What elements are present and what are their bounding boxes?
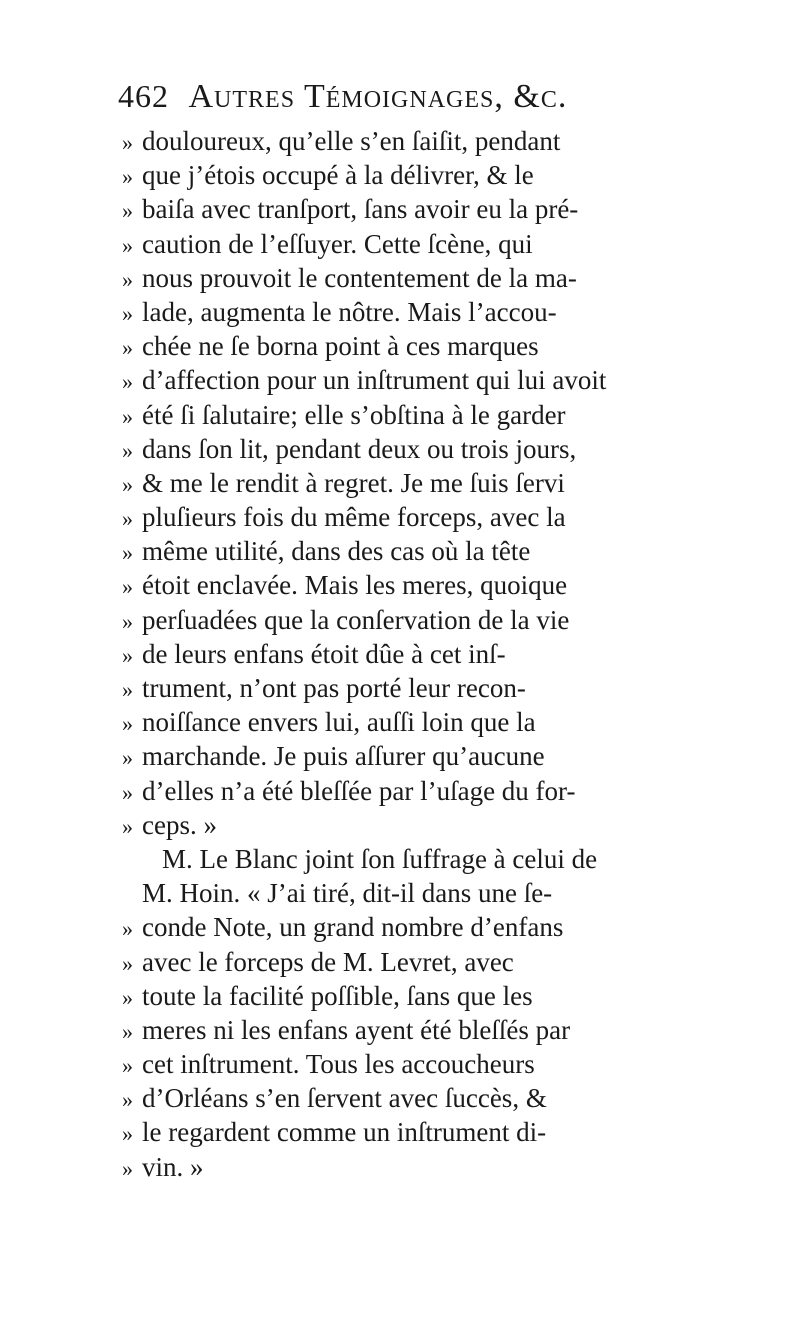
- text-line: [122, 466, 682, 500]
- text-line: [122, 1150, 682, 1184]
- text-line: [122, 808, 682, 842]
- line-text: M. Hoin. « J’ai tiré, dit-il dans une ſe-: [142, 878, 553, 909]
- text-line: [122, 876, 682, 910]
- text-line: [122, 261, 682, 295]
- line-text: avec le forceps de M. Levret, avec: [142, 946, 514, 977]
- quote-mark: »: [122, 1053, 133, 1079]
- line-text: pluſieurs fois du même forceps, avec la: [142, 502, 566, 533]
- text-line: [122, 842, 682, 876]
- line-text: été ſi ſalutaire; elle s’obſtina à le garder: [142, 399, 566, 430]
- quote-mark: »: [122, 198, 133, 224]
- body-text: [122, 124, 682, 1184]
- quote-mark: »: [122, 437, 133, 463]
- text-line: [122, 739, 682, 773]
- text-line: [122, 363, 682, 397]
- line-text: toute la facilité poſſible, ſans que les: [142, 980, 533, 1011]
- line-text: d’elles n’a été bleſſée par l’uſage du for-: [142, 775, 576, 806]
- text-line: [122, 671, 682, 705]
- line-text: M. Le Blanc joint ſon ſuffrage à celui de: [162, 843, 598, 874]
- line-text: le regardent comme un inſtrument di-: [142, 1117, 547, 1148]
- quote-mark: »: [122, 232, 133, 258]
- quote-mark: »: [122, 300, 133, 326]
- text-line: [122, 774, 682, 808]
- quote-mark: »: [122, 130, 133, 155]
- line-text: cet inſtrument. Tous les accoucheurs: [142, 1049, 535, 1080]
- quote-mark: »: [122, 711, 133, 737]
- line-text: baiſa avec tranſport, ſans avoir eu la pré-: [142, 194, 579, 225]
- quote-mark: »: [122, 642, 133, 668]
- line-text: étoit enclavée. Mais les meres, quoique: [142, 570, 568, 601]
- text-line: [122, 1013, 682, 1047]
- text-line: [122, 534, 682, 568]
- quote-mark: »: [122, 1155, 133, 1181]
- quote-mark: »: [122, 950, 133, 976]
- line-text: vin. »: [142, 1151, 204, 1182]
- line-text: marchande. Je puis aſſurer qu’aucune: [142, 741, 545, 772]
- text-line: [122, 637, 682, 671]
- text-line: [122, 124, 682, 158]
- quote-mark: »: [122, 779, 133, 805]
- text-line: [122, 1047, 682, 1081]
- quote-mark: »: [122, 745, 133, 771]
- quote-mark: »: [122, 540, 133, 566]
- quote-mark: »: [122, 1018, 133, 1044]
- text-line: [122, 568, 682, 602]
- line-text: que j’étois occupé à la délivrer, & le: [142, 160, 534, 191]
- line-text: d’Orléans s’en ſervent avec ſuccès, &: [142, 1083, 547, 1114]
- line-text: & me le rendit à regret. Je me ſuis ſervi: [142, 467, 565, 498]
- text-line: [122, 1081, 682, 1115]
- line-text: nous prouvoit le contentement de la ma-: [142, 262, 577, 293]
- text-line: [122, 979, 682, 1013]
- text-line: [122, 945, 682, 979]
- line-text: meres ni les enfans ayent été bleſſés par: [142, 1014, 571, 1045]
- line-text: noiſſance envers lui, auſſi loin que la: [142, 707, 536, 738]
- page-number: 462: [118, 78, 169, 114]
- text-line: [122, 500, 682, 534]
- text-line: [122, 910, 682, 944]
- quote-mark: »: [122, 813, 133, 839]
- line-text: conde Note, un grand nombre d’enfans: [142, 912, 564, 943]
- line-text: ceps. »: [142, 809, 217, 840]
- line-text: trument, n’ont pas porté leur recon-: [142, 673, 526, 703]
- line-text: même utilité, dans des cas où la tête: [142, 536, 531, 567]
- text-line: [122, 1115, 682, 1149]
- quote-mark: »: [122, 266, 133, 292]
- line-text: d’affection pour un inſtrument qui lui avoit: [142, 365, 607, 396]
- text-line: [122, 295, 682, 329]
- quote-mark: »: [122, 369, 133, 395]
- quote-mark: »: [122, 984, 133, 1010]
- quote-mark: »: [122, 916, 133, 942]
- quote-mark: »: [122, 403, 133, 429]
- text-line: [122, 158, 682, 192]
- quote-mark: »: [122, 506, 133, 532]
- text-line: [122, 329, 682, 363]
- line-text: lade, augmenta le nôtre. Mais l’accou-: [142, 296, 557, 327]
- line-text: dans ſon lit, pendant deux ou trois jours,: [142, 433, 577, 464]
- text-line: [122, 398, 682, 432]
- quote-mark: »: [122, 1087, 133, 1113]
- quote-mark: »: [122, 574, 133, 600]
- line-text: perſuadées que la conſervation de la vie: [142, 604, 570, 635]
- line-text: caution de l’eſſuyer. Cette ſcène, qui: [142, 228, 533, 259]
- line-text: de leurs enfans étoit dûe à cet inſ-: [142, 638, 506, 669]
- quote-mark: »: [122, 471, 133, 497]
- running-head: Autres Témoignages, &c.: [188, 78, 568, 115]
- quote-mark: »: [122, 608, 133, 634]
- quote-mark: »: [122, 164, 133, 190]
- text-line: [122, 227, 682, 261]
- quote-mark: »: [122, 335, 133, 361]
- quote-mark: »: [122, 677, 133, 702]
- quote-mark: »: [122, 1121, 133, 1147]
- line-text: douloureux, qu’elle s’en ſaiſit, pendant: [142, 126, 561, 156]
- text-line: [122, 432, 682, 466]
- text-line: [122, 705, 682, 739]
- page-header: [118, 78, 678, 122]
- text-line: [122, 603, 682, 637]
- line-text: chée ne ſe borna point à ces marques: [142, 331, 539, 362]
- text-line: [122, 192, 682, 226]
